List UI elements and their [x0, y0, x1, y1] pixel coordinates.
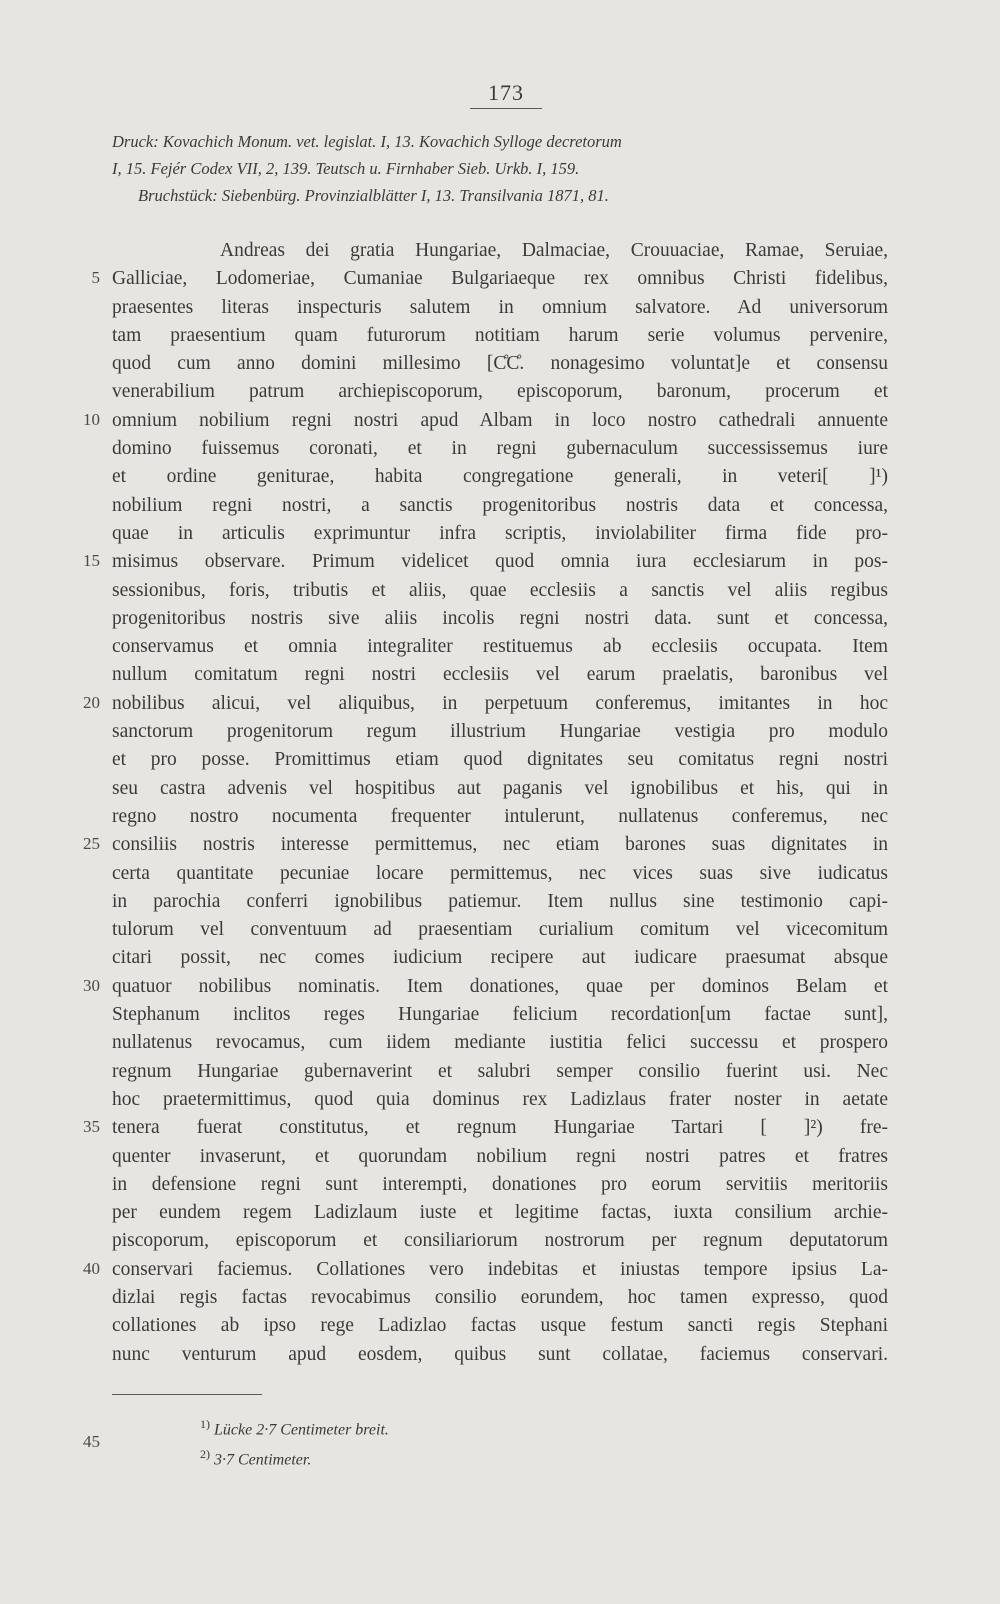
margin-line-number: 30: [83, 975, 100, 995]
text-line: regno nostro nocumenta frequenter intulerunt, nullatenus conferemus, nec: [112, 805, 888, 827]
text-line: conservamus et omnia integraliter restituemus ab ecclesiis occupata. Item: [112, 636, 888, 658]
text-line: misimus observare. Primum videlicet quod omnia iura ecclesiarum in pos-: [112, 551, 888, 573]
text-line: nobilibus alicui, vel aliquibus, in perpetuum conferemus, imitantes in hoc: [112, 692, 888, 714]
footnote-text: Lücke 2·7 Centimeter breit.: [214, 1421, 389, 1439]
text-line: tulorum vel conventuum ad praesentiam curialium comitum vel vicecomitum: [112, 919, 888, 941]
text-line: sessionibus, foris, tributis et aliis, quae ecclesiis a sanctis vel aliis regibus: [112, 579, 888, 601]
text-line: quod cum anno domini millesimo [C̊C̊. nonagesimo voluntat]e et consensu: [112, 353, 888, 375]
source-line: Druck: Kovachich Monum. vet. legislat. I, 13. Kovachich Sylloge decretorum: [112, 132, 622, 151]
main-text: [112, 237, 888, 1369]
text-line: quatuor nobilibus nominatis. Item donationes, quae per dominos Belam et: [112, 975, 888, 997]
page-number: 173: [470, 80, 542, 109]
margin-line-number: 45: [83, 1432, 100, 1451]
footnote-1: [200, 1412, 700, 1442]
text-line: conservari faciemus. Collationes vero indebitas et iniustas tempore ipsius La-: [112, 1258, 888, 1280]
margin-line-number: 10: [83, 409, 100, 429]
text-line: Galliciae, Lodomeriae, Cumaniae Bulgariaeque rex omnibus Christi fidelibus,: [112, 268, 888, 290]
text-line: omnium nobilium regni nostri apud Albam in loco nostro cathedrali annuente: [112, 409, 888, 431]
text-line: citari possit, nec comes iudicium recipere aut iudicare praesumat absque: [112, 947, 888, 969]
text-line: in parochia conferri ignobilibus patiemur. Item nullus sine testimonio capi-: [112, 890, 888, 912]
text-line: in defensione regni sunt interempti, donationes pro eorum servitiis meritoriis: [112, 1173, 888, 1195]
text-line: Stephanum inclitos reges Hungariae felicium recordation[um factae sunt],: [112, 1004, 888, 1026]
text-line: nunc venturum apud eosdem, quibus sunt collatae, faciemus conservari.: [112, 1343, 888, 1365]
text-line: progenitoribus nostris sive aliis incolis regni nostri data. sunt et concessa,: [112, 607, 888, 629]
text-line: tenera fuerat constitutus, et regnum Hungariae Tartari [ ]²) fre-: [112, 1117, 888, 1139]
text-line: domino fuissemus coronati, et in regni gubernaculum successissemus iure: [112, 438, 888, 460]
text-line: Andreas dei gratia Hungariae, Dalmaciae, Crouuaciae, Ramae, Seruiae,: [220, 240, 888, 261]
text-line: nullum comitatum regni nostri ecclesiis vel earum praelatis, baronibus vel: [112, 664, 888, 686]
text-line: quenter invaserunt, et quorundam nobilium regni nostri patres et fratres: [112, 1145, 888, 1167]
text-line: nullatenus revocamus, cum iidem mediante iustitia felici successu et prospero: [112, 1032, 888, 1054]
text-line: regnum Hungariae gubernaverint et salubri semper consilio fuerint usi. Nec: [112, 1060, 888, 1082]
text-line: sanctorum progenitorum regum illustrium Hungariae vestigia pro modulo: [112, 721, 888, 743]
text-line: piscoporum, episcoporum et consiliariorum nostrorum per regnum deputatorum: [112, 1230, 888, 1252]
text-line: venerabilium patrum archiepiscoporum, episcoporum, baronum, procerum et: [112, 381, 888, 403]
margin-line-number: 40: [83, 1258, 100, 1278]
footnote-divider: [112, 1394, 262, 1395]
text-line: collationes ab ipso rege Ladizlao factas usque festum sancti regis Stephani: [112, 1315, 888, 1337]
text-line: hoc praetermittimus, quod quia dominus rex Ladizlaus frater noster in aetate: [112, 1088, 888, 1110]
margin-line-number: 20: [83, 692, 100, 712]
text-line: tam praesentium quam futurorum notitiam harum serie volumus pervenire,: [112, 324, 888, 346]
text-line: consiliis nostris interesse permittemus, nec etiam barones suas dignitates in: [112, 834, 888, 856]
text-line: per eundem regem Ladizlaum iuste et legitime factas, iuxta consilium archie-: [112, 1202, 888, 1224]
text-line: certa quantitate pecuniae locare permittemus, nec vices suas sive iudicatus: [112, 862, 888, 884]
footnote-mark: 2): [200, 1447, 210, 1462]
margin-line-number: 15: [83, 551, 100, 571]
text-line: seu castra advenis vel hospitibus aut paganis vel ignobilibus et his, qui in: [112, 777, 888, 799]
margin-line-number: 35: [83, 1117, 100, 1137]
margin-line-number: 5: [91, 268, 100, 288]
footnote-text: 3·7 Centimeter.: [214, 1451, 312, 1469]
margin-line-number: 25: [83, 834, 100, 854]
source-line: I, 15. Fejér Codex VII, 2, 139. Teutsch u. Firnhaber Sieb. Urkb. I, 159.: [112, 159, 580, 178]
footnote-mark: 1): [200, 1417, 210, 1431]
text-line: praesentes literas inspecturis salutem in omnium salvatore. Ad universorum: [112, 296, 888, 318]
text-line: et ordine geniturae, habita congregatione generali, in veteri[ ]¹): [112, 466, 888, 488]
footnotes: [200, 1412, 700, 1473]
text-line: quae in articulis exprimuntur infra scriptis, inviolabiliter firma fide pro-: [112, 522, 888, 544]
source-line: Bruchstück: Siebenbürg. Provinzialblätter I, 13. Transilvania 1871, 81.: [138, 186, 609, 205]
text-line: et pro posse. Promittimus etiam quod dignitates seu comitatus regni nostri: [112, 749, 888, 771]
text-line: nobilium regni nostri, a sanctis progenitoribus nostris data et concessa,: [112, 494, 888, 516]
text-line: dizlai regis factas revocabimus consilio eorundem, hoc tamen expresso, quod: [112, 1286, 888, 1308]
footnote-2: [200, 1442, 700, 1472]
sources-block: [112, 128, 892, 209]
